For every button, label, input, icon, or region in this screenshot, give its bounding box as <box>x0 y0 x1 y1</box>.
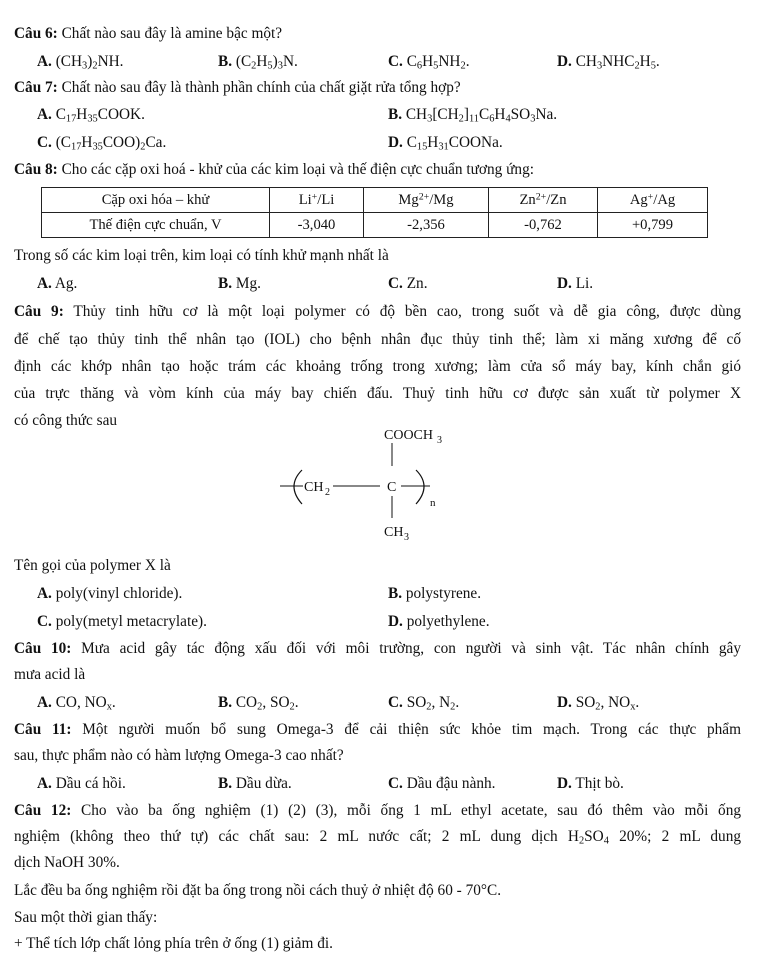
q10-stem: Câu 10: Mưa acid gây tác động xấu đối với môi trường, con người và sinh vật. Tác nhân chính gây <box>14 640 741 657</box>
q9-option-d: D. polyethylene. <box>388 613 490 630</box>
q10-option-c: C. $SO_2$, $N_2$. <box>388 694 460 713</box>
q9-paragraph-line: để chế tạo thủy tinh thể nhân tạo (IOL) cho bệnh nhân đục thủy tinh thể; làm xi măng xương để cố <box>14 331 741 348</box>
q6-option-a: A. $(CH_3)_2NH$. <box>37 53 124 72</box>
table-row <box>42 188 708 213</box>
q9-paragraph-line: Câu 9: Thủy tinh hữu cơ là một loại polymer có độ bền cao, trong suốt và dễ gia công, được dùng <box>14 303 741 320</box>
q8-option-a: A. Ag. <box>37 275 78 292</box>
q9-stem-2: Tên gọi của polymer X là <box>14 557 171 574</box>
q7-option-d: D. $C_{15}H_{31}COONa$. <box>388 134 503 153</box>
potential-li: -3,040 <box>270 213 364 238</box>
q8-stem-2: Trong số các kim loại trên, kim loại có tính khử mạnh nhất là <box>14 247 389 264</box>
svg-text:CH: CH <box>384 525 404 540</box>
q7-option-c: C. $(C_{17}H_{35}COO)_2Ca$. <box>37 134 167 153</box>
svg-text:COOCH: COOCH <box>384 428 434 443</box>
q7-option-a: A. $C_{17}H_{35}COOK$. <box>37 106 145 125</box>
q12-stem-line5: Sau một thời gian thấy: <box>14 909 158 926</box>
q12-stem-line2: nghiệm (không theo thứ tự) các chất sau: 2 mL nước cất; 2 mL dung dịch $H_2SO_4$ 20%; 2 mL dung <box>14 828 741 847</box>
q8-stem: Câu 8: Cho các cặp oxi hoá - khử của các kim loại và thế điện cực chuẩn tương ứng: <box>14 161 534 178</box>
q11-option-c: C. Dầu đậu nành. <box>388 775 496 792</box>
q10-option-b: B. $CO_2$, $SO_2$. <box>218 694 299 713</box>
table-row <box>42 213 708 238</box>
q9-option-a: A. poly(vinyl chloride). <box>37 585 183 602</box>
svg-text:n: n <box>430 497 436 509</box>
q10-option-a: A. CO, $NO_x$. <box>37 694 116 713</box>
svg-text:3: 3 <box>437 435 442 446</box>
couple-zn: $Zn^{2+}/Zn$ <box>489 188 598 213</box>
table-header-cell: Cặp oxi hóa – khử <box>42 188 270 213</box>
q12-stem-line3: dịch NaOH 30%. <box>14 854 120 871</box>
q12-stem-line4: Lắc đều ba ống nghiệm rồi đặt ba ống trong nồi cách thuỷ ở nhiệt độ 60 - 70°C. <box>14 882 502 899</box>
svg-text:CH: CH <box>304 480 324 495</box>
couple-mg: $Mg^{2+}/Mg$ <box>364 188 489 213</box>
svg-text:2: 2 <box>325 487 330 498</box>
q12-stem: Câu 12: Cho vào ba ống nghiệm (1) (2) (3), mỗi ống 1 mL ethyl acetate, sau đó thêm vào mỗi ống <box>14 802 742 819</box>
q11-option-b: B. Dầu dừa. <box>218 775 292 792</box>
svg-text:C: C <box>387 480 397 495</box>
potential-mg: -2,356 <box>364 213 489 238</box>
couple-ag: Ag+/Ag <box>598 188 708 213</box>
q9-paragraph-line: định các khớp nhân tạo hoặc trám các khoảng trống trong xương; làm cửa sổ máy bay, kính chắn gió <box>14 358 741 375</box>
q12-observation-1: + Thể tích lớp chất lỏng phía trên ở ống (1) giảm đi. <box>14 935 333 952</box>
q7-stem: Câu 7: Chất nào sau đây là thành phần chính của chất giặt rửa tổng hợp? <box>14 79 461 96</box>
q9-paragraph-line: có công thức sau <box>14 412 118 429</box>
q9-paragraph-line: của trực thăng và vòm kính của máy bay chiến đấu. Thuỷ tinh hữu cơ được sản xuất từ polymer X <box>14 385 741 402</box>
q6-option-d: D. $CH_3NHC_2H_5$. <box>557 53 660 72</box>
q7-option-b: B. $CH_3[CH_2]_{11}C_6H_4SO_3Na$. <box>388 106 558 125</box>
q11-option-d: D. Thịt bò. <box>557 775 624 792</box>
q11-stem: Câu 11: Một người muốn bổ sung Omega-3 để cải thiện sức khỏe tim mạch. Trong các thực phẩm <box>14 721 741 738</box>
q8-option-c: C. Zn. <box>388 275 428 292</box>
q9-option-b: B. polystyrene. <box>388 585 482 602</box>
potential-ag: +0,799 <box>598 213 708 238</box>
q11-option-a: A. Dầu cá hồi. <box>37 775 126 792</box>
q8-option-b: B. Mg. <box>218 275 261 292</box>
q10-option-d: D. $SO_2$, $NO_x$. <box>557 694 640 713</box>
svg-text:3: 3 <box>404 532 409 543</box>
q6-stem: Câu 6: Chất nào sau đây là amine bậc một? <box>14 25 283 42</box>
q8-option-d: D. Li. <box>557 275 594 292</box>
q11-stem-line2: sau, thực phẩm nào có hàm lượng Omega-3 cao nhất? <box>14 747 344 764</box>
pmma-structure-diagram <box>270 418 480 548</box>
electrode-potential-table <box>41 187 708 238</box>
q6-option-b: B. $(C_2H_5)_3N$. <box>218 53 298 72</box>
q6-option-c: C. $C_6H_5NH_2$. <box>388 53 470 72</box>
table-header-cell: Thế điện cực chuẩn, V <box>42 213 270 238</box>
q10-stem-line2: mưa acid là <box>14 666 86 683</box>
potential-zn: -0,762 <box>489 213 598 238</box>
couple-li: Li+/Li <box>270 188 364 213</box>
q9-option-c: C. poly(metyl metacrylate). <box>37 613 207 630</box>
